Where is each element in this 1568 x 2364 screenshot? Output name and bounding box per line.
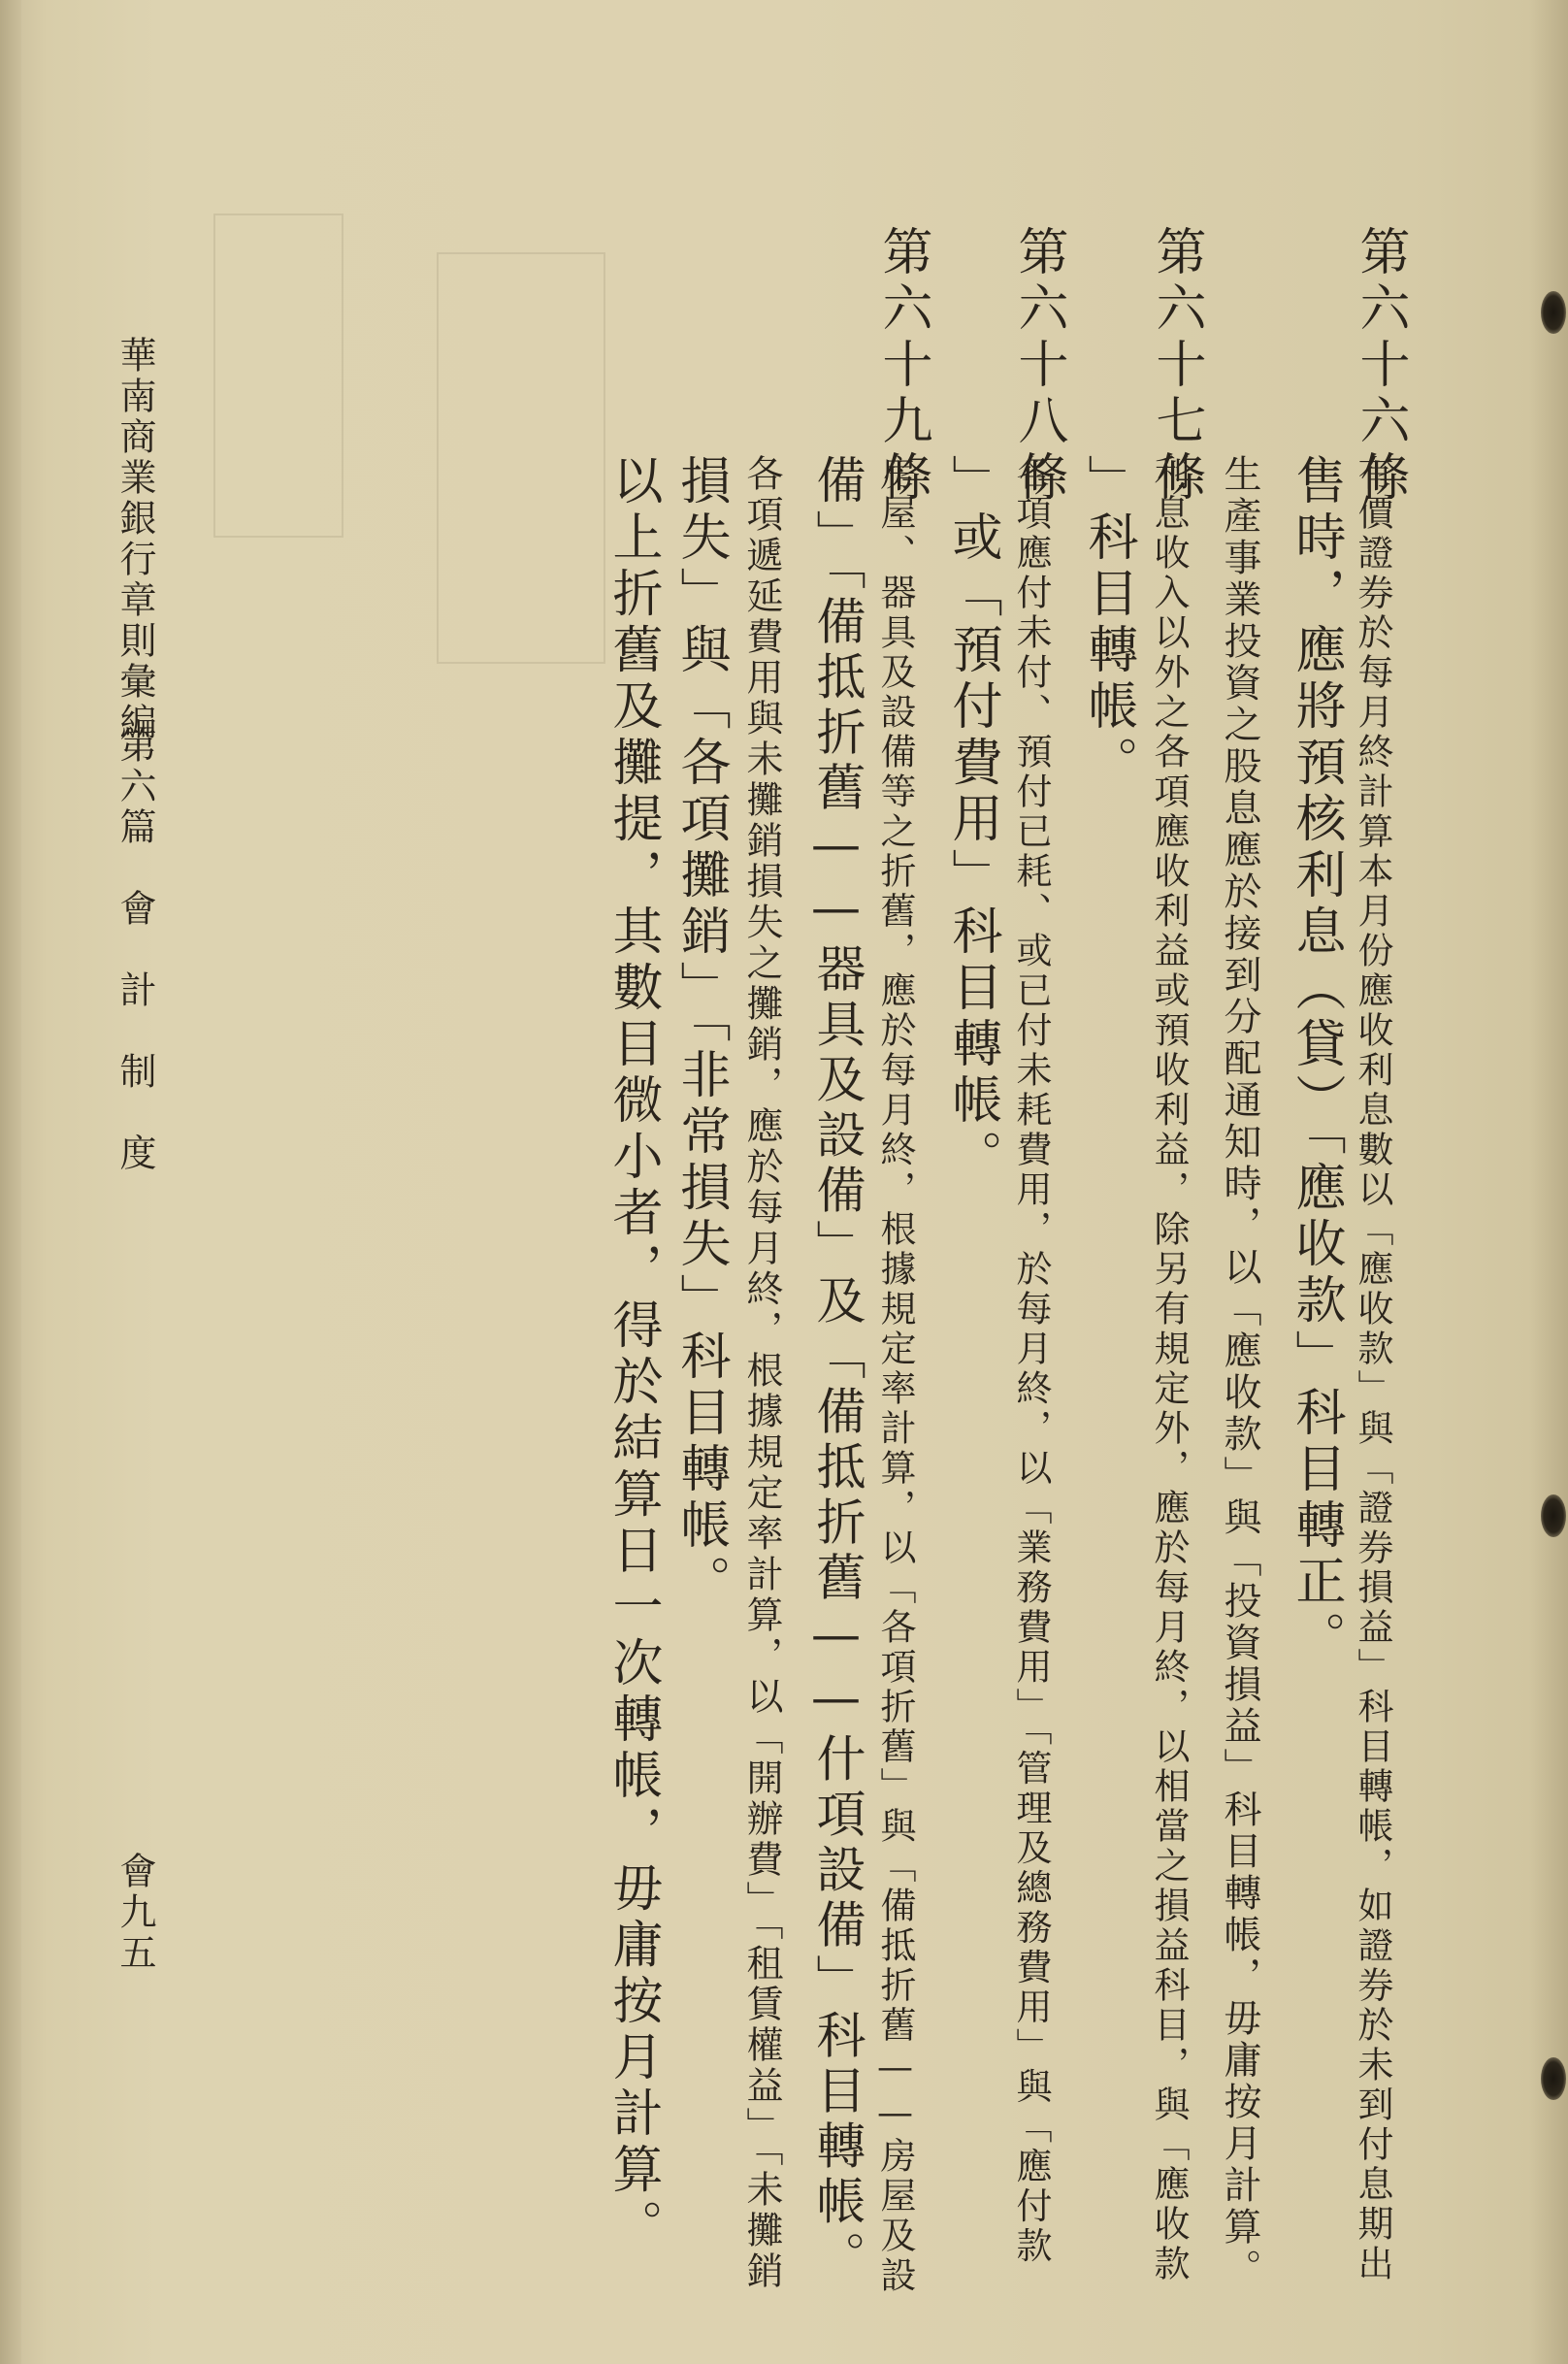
article-text-line: 各項遞延費用與未攤銷損失之攤銷，應於每月終，根據規定率計算，以「開辦費」「租賃權益」「未攤銷: [740, 454, 783, 2292]
article-label: 第六十八條: [1009, 225, 1067, 507]
binding-hole: [1541, 1494, 1566, 1537]
page-edge-left: [0, 0, 21, 2364]
article-label: 第六十七條: [1147, 225, 1205, 507]
page-number: 會九五: [114, 1852, 156, 1974]
binding-hole: [1541, 2057, 1566, 2100]
article-text-line: 有價證券於每月終計算本月份應收利息數以「應收款」與「證券損益」科目轉帳，如證券於未到付息期出: [1352, 454, 1393, 2284]
article-text-line: 各項應付未付、預付已耗、或已付未耗費用，於每月終，以「業務費用」「管理及總務費用」與「應付款: [1010, 454, 1052, 2267]
book-title: 華南商業銀行章則彙編: [114, 336, 156, 743]
article-text-line: 利息收入以外之各項應收利益或預收利益，除另有規定外，應於每月終，以相當之損益科目，與「應收款: [1148, 454, 1190, 2284]
article-text-line: 備」「備抵折舊——器具及設備」及「備抵折舊——什項設備」科目轉帳。: [807, 454, 865, 2286]
article-text-line: 售時，應將預核利息（貸）「應收款」科目轉正。: [1287, 454, 1345, 1667]
article-text-line: 生產事業投資之股息應於接到分配通知時，以「應收款」與「投資損益」科目轉帳，毋庸按月計算。: [1218, 454, 1261, 2290]
show-through-box: [213, 213, 343, 538]
article-text-line: 」科目轉帳。: [1079, 454, 1137, 792]
page-edge-right: [1529, 0, 1568, 2364]
binding-hole: [1541, 291, 1566, 334]
show-through-box: [437, 252, 605, 664]
article-text-line: 」或「預付費用」科目轉帳。: [943, 454, 1001, 1186]
article-text-line: 以上折舊及攤提，其數目微小者，得於結算日一次轉帳，毋庸按月計算。: [604, 454, 662, 2255]
article-label: 第六十九條: [873, 225, 931, 507]
article-label: 第六十六條: [1351, 225, 1409, 507]
article-text-line: 房屋、器具及設備等之折舊，應於每月終，根據規定率計算，以「各項折舊」與「備抵折舊——房屋及設: [874, 454, 916, 2296]
section-title: 第六篇 會 計 制 度: [114, 726, 156, 1174]
article-text-line: 損失」與「各項攤銷」「非常損失」科目轉帳。: [671, 454, 730, 1611]
